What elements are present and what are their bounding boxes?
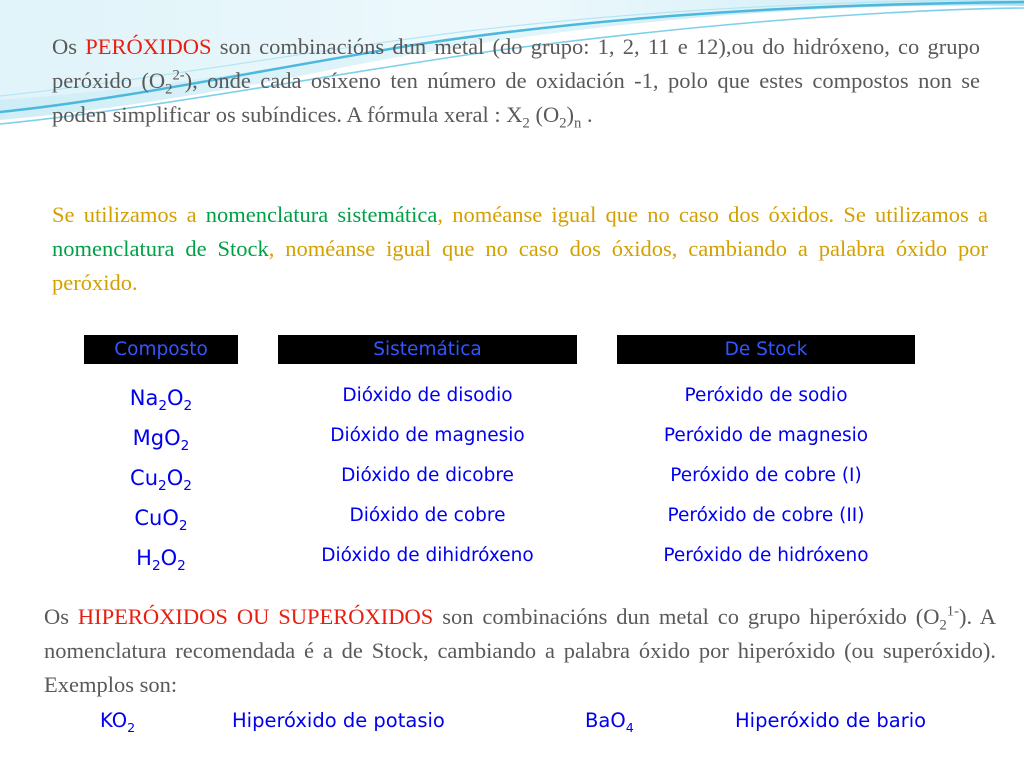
- compound-formula: [84, 386, 238, 415]
- nomenclature-paragraph: [52, 198, 988, 300]
- example-formula: [100, 709, 136, 735]
- stock-name: Peróxido de hidróxeno: [663, 545, 869, 566]
- formula-sub-n: n: [574, 115, 582, 132]
- formula-subscript: 2: [177, 558, 186, 575]
- hiper-superscript: 1-: [946, 603, 959, 620]
- systematic-name: Dióxido de dicobre: [341, 465, 514, 486]
- formula-subscript: 2: [127, 719, 136, 735]
- formula-subscript: 2: [183, 478, 192, 495]
- formula-sub-o: 2: [559, 115, 567, 132]
- example-formula: [585, 709, 634, 735]
- hiperoxidos-paragraph: [44, 600, 996, 702]
- systematic-name: Dióxido de cobre: [349, 505, 506, 526]
- stock-name: Peróxido de sodio: [684, 385, 848, 406]
- header-sistematica: Sistemática: [278, 335, 577, 364]
- formula-text: BaO: [585, 709, 626, 732]
- systematic-name: Dióxido de dihidróxeno: [321, 545, 534, 566]
- compound-formula: [84, 466, 238, 495]
- formula-text: CuO: [134, 506, 179, 530]
- formula-text: O: [166, 466, 184, 490]
- nomenclature-text-3: , noméanse igual que no caso dos óxidos, cambiando a palabra óxido por peróxido.: [52, 236, 988, 295]
- formula-subscript: 4: [625, 719, 634, 735]
- formula-subscript: 2: [158, 478, 167, 495]
- hiper-text-1: son combinacións dun metal co grupo hiperóxido (O: [433, 604, 940, 629]
- systematic-name: Dióxido de disodio: [342, 385, 513, 406]
- formula-sub-x: 2: [522, 115, 530, 132]
- compound-formula: [84, 506, 238, 535]
- formula-text: H: [136, 546, 152, 570]
- formula-close: ): [566, 102, 575, 127]
- header-composto: Composto: [84, 335, 238, 364]
- formula-subscript: 2: [178, 518, 188, 535]
- formula-text: O: [160, 546, 178, 570]
- formula-subscript: 2: [151, 558, 161, 575]
- formula-mid: (O: [529, 102, 560, 127]
- formula-text: MgO: [132, 426, 181, 450]
- formula-subscript: 2: [158, 398, 168, 415]
- example-name: Hiperóxido de bario: [735, 709, 927, 732]
- header-stock: De Stock: [617, 335, 915, 364]
- formula-text: Cu: [130, 466, 159, 490]
- peroxidos-term: PERÓXIDOS: [85, 34, 212, 59]
- formula-end: .: [581, 102, 593, 127]
- peroxidos-paragraph: [52, 30, 980, 132]
- intro-text-1: son combinacións dun metal (do grupo: 1, 2, 11 e 12),ou do hidróxeno, co grupo peróxido (O: [52, 34, 980, 93]
- compound-formula: [84, 426, 238, 455]
- formula-text: Na: [129, 386, 159, 410]
- compound-formula: [84, 546, 238, 575]
- formula-subscript: 2: [183, 398, 193, 415]
- nomenclature-text-1: Se utilizamos a: [52, 202, 206, 227]
- example-name: Hiperóxido de potasio: [232, 709, 445, 732]
- intro-prefix: Os: [52, 34, 86, 59]
- hiper-prefix: Os: [44, 604, 78, 629]
- hiper-text-2: ). A nomenclatura recomendada é a de Stock, cambiando a palabra óxido por hiperóxido (ou superóxido). Exemplos son:: [44, 604, 996, 697]
- hiper-subscript: 2: [939, 617, 947, 634]
- systematic-name: Dióxido de magnesio: [330, 425, 525, 446]
- term-sistematica: nomenclatura sistemática: [205, 202, 438, 227]
- nomenclature-text-2: , noméanse igual que no caso dos óxidos. Se utilizamos a: [437, 202, 988, 227]
- stock-name: Peróxido de cobre (II): [667, 505, 865, 526]
- formula-text: KO: [100, 709, 128, 732]
- intro-subscript: 2: [165, 81, 173, 98]
- stock-name: Peróxido de cobre (I): [670, 465, 862, 486]
- intro-text-2: ), onde cada osíxeno ten número de oxidación -1, polo que estes compostos non se poden simplificar os subíndices. A fórmula xeral : X: [52, 68, 980, 127]
- formula-subscript: 2: [180, 438, 190, 455]
- stock-name: Peróxido de magnesio: [663, 425, 869, 446]
- hiperoxidos-term: HIPERÓXIDOS OU SUPERÓXIDOS: [77, 604, 434, 629]
- intro-superscript: 2-: [172, 67, 185, 84]
- formula-text: O: [167, 386, 184, 410]
- term-stock: nomenclatura de Stock: [52, 236, 269, 261]
